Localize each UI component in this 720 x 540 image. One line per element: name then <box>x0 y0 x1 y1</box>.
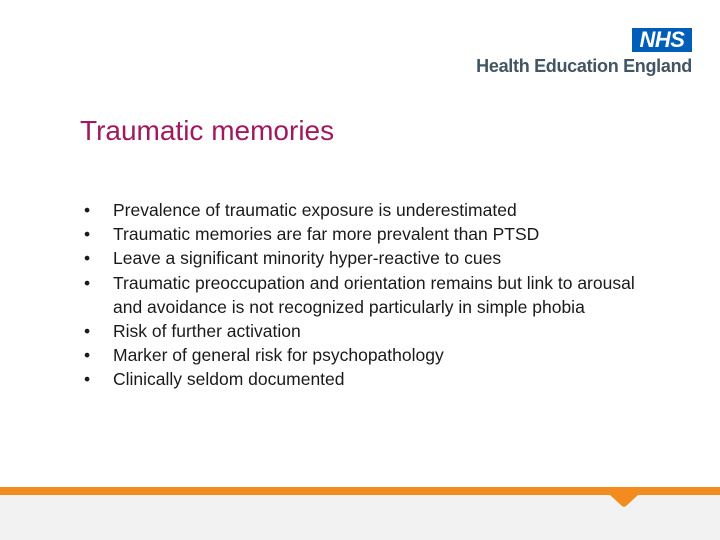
bullet-item <box>84 343 664 367</box>
bullet-item <box>84 198 664 222</box>
bullet-marker: • <box>84 321 91 342</box>
accent-bar <box>0 487 720 495</box>
bullet-item <box>84 367 664 391</box>
bullet-item <box>84 271 664 319</box>
hee-logo <box>432 28 692 78</box>
bullet-text: Traumatic memories are far more prevalent than PTSD <box>113 224 540 245</box>
bullet-item <box>84 222 664 246</box>
organisation-name: Health Education England <box>476 56 692 76</box>
bullet-text: Risk of further activation <box>113 321 301 342</box>
bullet-marker: • <box>84 248 91 269</box>
bullet-text: Leave a significant minority hyper-reactive to cues <box>113 248 502 269</box>
bullet-text: Marker of general risk for psychopathology <box>113 345 444 366</box>
bullet-marker: • <box>84 345 91 366</box>
bullet-marker: • <box>84 200 91 220</box>
accent-bar-notch <box>610 495 638 507</box>
slide-title: Traumatic memories <box>80 115 335 146</box>
bullet-item <box>84 246 664 270</box>
bullet-marker: • <box>84 272 91 293</box>
bullet-text: Clinically seldom documented <box>113 369 345 390</box>
bullet-text: Traumatic preoccupation and orientation remains but link to arousal and avoidance is not recognized particularly in simple phobia <box>113 272 635 317</box>
bullet-marker: • <box>84 224 91 245</box>
bullet-marker: • <box>84 369 91 390</box>
bullet-list <box>84 198 664 392</box>
nhs-logo: NHS <box>632 28 692 52</box>
bullet-item <box>84 319 664 343</box>
bullet-text: Prevalence of traumatic exposure is underestimated <box>113 200 517 220</box>
